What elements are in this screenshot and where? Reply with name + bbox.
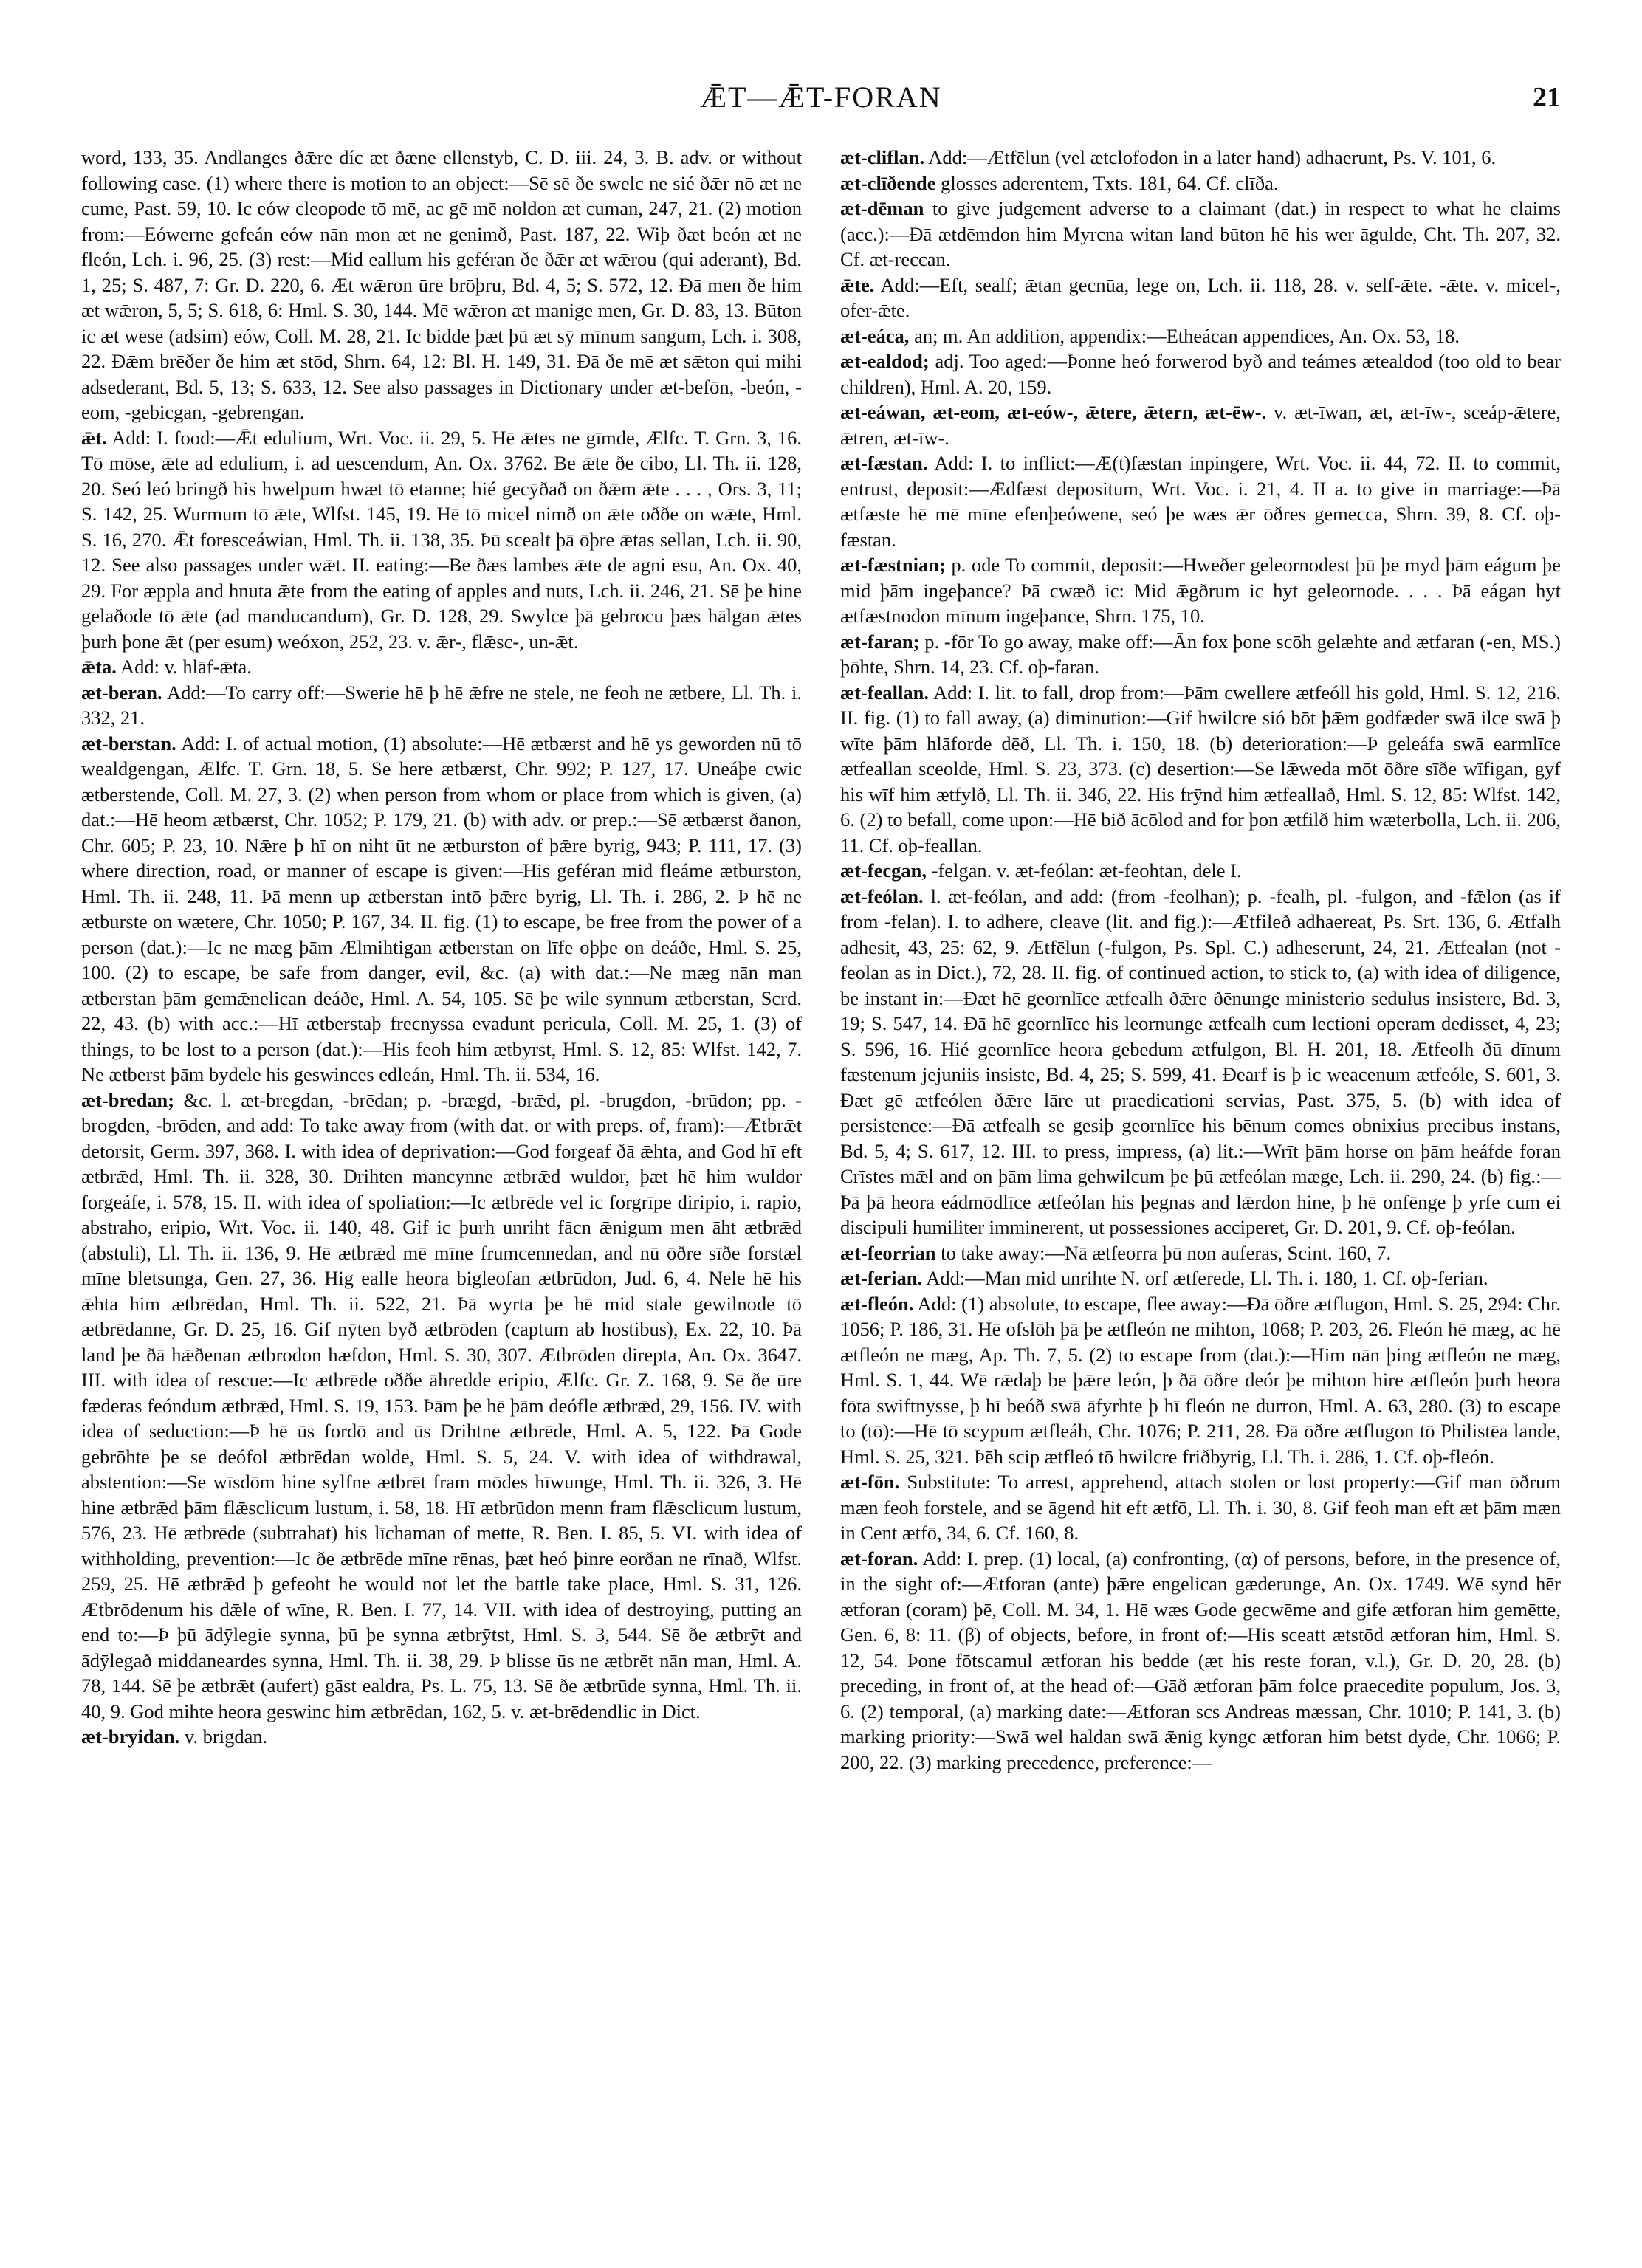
entry-text: Add:—Ætfēlun (vel ætclofodon in a later hand) adhaerunt, Ps. V. 101, 6. <box>928 146 1497 168</box>
entry-text: adj. Too aged:—Þonne heó forwerod byð and teámes ætealdod (too old to bear children), Hml. A. 20, 159. <box>840 350 1561 398</box>
dictionary-entry <box>840 323 1561 349</box>
entry-text: Add: v. hlāf-ǣta. <box>120 656 252 678</box>
headword: æt-ealdod; <box>840 350 930 372</box>
entry-text: p. ode To commit, deposit:—Hweðer geleornodest þū þe myd þām eágum þe mid þām ingeþance? Þā cwæð ic: Mid ǣgðrum ic hyt geleornode. . . . Þā eágan hyt ætfæstnodon mīnum ingeþance, Shrn. 175, 10. <box>840 554 1561 627</box>
dictionary-entry <box>840 272 1561 323</box>
dictionary-entry <box>840 145 1561 171</box>
headword: ǣta. <box>81 656 117 678</box>
page-number: 21 <box>1533 82 1561 113</box>
page-header <box>81 80 1561 124</box>
headword: æt-feólan. <box>840 884 924 907</box>
dictionary-entry <box>840 629 1561 680</box>
dictionary-entry <box>840 1240 1561 1266</box>
dictionary-entry <box>840 1265 1561 1291</box>
dictionary-entry <box>840 884 1561 1240</box>
dictionary-entry <box>840 858 1561 884</box>
dictionary-entry <box>81 1724 802 1750</box>
dictionary-entry <box>81 654 802 680</box>
dictionary-entry <box>81 1087 802 1725</box>
entry-text: Add:—Man mid unrihte N. orf ætferede, Ll. Th. i. 180, 1. Cf. oþ-ferian. <box>926 1267 1488 1289</box>
entry-text: Add: (1) absolute, to escape, flee away:—Ðā ōðre ætflugon, Hml. S. 25, 294: Chr. 1056; P. 186, 31. Hē ofslōh þā þe ætfleón ne mihton, 1068; P. 203, 26. Fleón hē mæg, ac hē ætfleón ne mæg, Ap. Th. 7, 5. (2) to escape from (dat.):—Him nān þing ætfleón ne mæg, Hml. S. 1, 44. Wē rǣdaþ be þǣre león, þ ðā ōðre deór þe mihton hire ætfleón þurh heora fōta swiftnysse, þ hī beóð swā āfyrhte þ hī fleón ne durron, Hml. A. 63, 280. (3) to escape to (tō):—Hē tō scypum ætfleáh, Chr. 1076; P. 211, 28. Ðā ōðre ætflugon tō Philistēa lande, Hml. S. 25, 321. Þēh scip ætfleó tō hwilcre friðbyrig, Ll. Th. i. 286, 1. Cf. oþ-fleón. <box>840 1292 1561 1468</box>
headword: ǣte. <box>840 273 875 296</box>
entry-text: glosses aderentem, Txts. 181, 64. Cf. clīða. <box>941 171 1279 194</box>
dictionary-entry <box>81 680 802 731</box>
entry-text: Add: I. food:—Ǣt edulium, Wrt. Voc. ii. 29, 5. Hē ǣtes ne gīmde, Ælfc. T. Grn. 3, 16. Tō mōse, ǣte ad edulium, i. ad uescendum, An. Ox. 3762. Be ǣte ðe cibo, Ll. Th. ii. 128, 20. Seó leó bringð his hwelpum hwæt tō etanne; hié gecȳðað on ðǣm ǣte . . . , Ors. 3, 11; S. 142, 25. Wurmum tō ǣte, Wlfst. 145, 19. Hē tō micel nimð on ǣte oððe on wǣte, Hml. S. 16, 270. Ǣt foresceáwian, Hml. Th. ii. 138, 35. Þū scealt þā ōþre ǣtas sellan, Lch. ii. 90, 12. See also passages under wǣt. II. eating:—Be ðæs lambes ǣte de agni esu, An. Ox. 40, 29. For æppla and hnuta ǣte from the eating of apples and nuts, Lch. ii. 246, 21. Sē þe hine gelaðode tō ǣte (ad manducandum), Gr. D. 128, 29. Swylce þā gebrocu þæs hālgan ǣtes þurh þone ǣt (per esum) weóxon, 252, 23. v. ǣr-, flǣsc-, un-ǣt. <box>81 426 802 653</box>
entry-text: Add: I. of actual motion, (1) absolute:—Hē ætbærst and hē ys geworden nū tō wealdgengan, Ælfc. T. Grn. 18, 5. Se here ætbærst, Chr. 992; P. 127, 17. Uneáþe cwic ætberstende, Coll. M. 27, 3. (2) when person from whom or place from which is given, (a) dat.:—Hē heom ætbærst, Chr. 1052; P. 179, 21. (b) with adv. or prep.:—Sē ætbærst ðanon, Chr. 605; P. 23, 10. Nǣre þ hī on niht ūt ne ætburston of þǣre byrig, 943; P. 111, 17. (3) where direction, road, or manner of escape is given:—His geféran mid fleáme ætburston, Hml. Th. ii. 248, 11. Þā menn up ætberstan intō þǣre byrig, Ll. Th. i. 286, 2. Þ hē ne ætburste on wætere, Chr. 1050; P. 167, 34. II. fig. (1) to escape, be free from the power of a person (dat.):—Ic ne mæg þām Ælmihtigan ætberstan on līfe oþþe on deáðe, Hml. S. 25, 100. (2) to escape, be safe from danger, evil, &c. (a) with dat.:—Ne mæg nān man ætberstan þām gemǣnelican deáðe, Hml. A. 54, 105. Sē þe wile synnum ætberstan, Scrd. 22, 43. (b) with acc.:—Hī ætberstaþ frecnyssa evadunt pericula, Coll. M. 25, 1. (3) of things, to be lost to a person (dat.):—His feoh him ætbyrst, Hml. S. 12, 85: Wlfst. 142, 7. Ne ætberst þām bydele his geswinces edleán, Hml. Th. ii. 534, 16. <box>81 732 802 1085</box>
headword: æt-fæstnian; <box>840 554 946 576</box>
text-columns <box>81 145 1561 2234</box>
dictionary-entry <box>840 552 1561 629</box>
headword: æt-eáwan, æt-eom, æt-eów-, ǣtere, ǣtern, æt-ēw-. <box>840 401 1267 423</box>
headword: æt-dēman <box>840 197 924 219</box>
dictionary-entry <box>81 145 802 425</box>
dictionary-entry <box>81 425 802 655</box>
entry-text: to give judgement adverse to a claimant (dat.) in respect to what he claims (acc.):—Ðā ætdēmdon him Myrcna witan land būton hē his wer āgulde, Cht. Th. 207, 32. Cf. æt-reccan. <box>840 197 1561 270</box>
headword: æt-bredan; <box>81 1088 175 1111</box>
entry-text: &c. l. æt-bregdan, -brēdan; p. -brægd, -brǣd, pl. -brugdon, -brūdon; pp. -brogden, -brōden, and add: To take away from (with dat. or with preps. of, fram):—Ætbrǣt detorsit, Germ. 397, 368. I. with idea of deprivation:—God forgeaf ðā ǣhta, and God hī eft ætbrǣd, Hml. Th. ii. 328, 30. Drihten mancynne ætbrǣd wuldor, þæt hē him wuldor forgeáfe, i. 578, 15. II. with idea of spoliation:—Ic ætbrēde vel ic forgrīpe diripio, i. rapio, abstraho, eripio, Wrt. Voc. ii. 140, 48. Gif ic þurh unriht fācn ǣnigum men āht ætbrǣd (abstuli), Ll. Th. ii. 136, 9. Hē ætbrǣd mē mīne frumcennedan, and nū ōðre sīðe forstæl mīne bletsunga, Gen. 27, 36. Hig ealle heora bigleofan ætbrūdon, Jud. 6, 4. Nele hē his ǣhta him ætbrēdan, Hml. Th. ii. 522, 21. Þā wyrta þe hē mid stale gewilnode tō ætbrēdanne, Gr. D. 25, 16. Gif nȳten byð ætbrōden (captum ab hostibus), Ex. 22, 10. Þā land þe ðā hǣðenan ætbrodon hæfdon, Hml. S. 30, 307. Ætbrōden direpta, An. Ox. 3647. III. with idea of rescue:—Ic ætbrēde oððe āhredde eripio, Ælfc. Gr. Z. 168, 9. Sē ðe ūre fæderas feóndum ætbrǣd, Hml. S. 19, 153. Þām þe hē þām deófle ætbrǣd, 29, 156. IV. with idea of seduction:—Þ hē ūs fordō and ūs Drihtne ætbrēde, Hml. A. 5, 122. Þā Gode gebrōhte þe se deófol ætbrēdan wolde, Hml. S. 5, 24. V. with idea of withdrawal, abstention:—Se wīsdōm hine sylfne ætbrēt fram mōdes hīwunge, Hml. Th. ii. 326, 3. Hē hine ætbrǣd þām flǣsclicum lustum, i. 58, 18. Hī ætbrūdon menn fram flǣsclicum lustum, 576, 23. Hē ætbrēde (subtrahat) his līchaman of mette, R. Ben. I. 85, 5. VI. with idea of withholding, prevention:—Ic ðe ætbrēde mīne rēnas, þæt heó þinre eorðan ne rīnað, Wlfst. 259, 25. Hē ætbrǣd þ gefeoht he would not let the battle take place, Hml. S. 31, 126. Ætbrōdenum his dǣle of wīne, R. Ben. I. 77, 14. VII. with idea of destroying, putting an end to:—Þ þū ādȳlegie synna, þū þe synna ætbrȳtst, Hml. S. 3, 544. Sē ðe ætbrȳt and ādȳlegað middaneardes synna, Hml. Th. ii. 38, 29. Þ blisse ūs ne ætbrēt nān man, Hml. A. 78, 144. Sē þe ætbrǣt (aufert) gāst ealdra, Ps. L. 75, 13. Sē ðe ætbrūde synna, Hml. Th. ii. 40, 9. God mihte heora geswinc him ætbrēdan, 162, 5. v. æt-brēdendlic in Dict. <box>81 1088 802 1722</box>
headword: æt-bryidan. <box>81 1725 180 1748</box>
headword: æt-faran; <box>840 630 920 653</box>
headword: æt-fōn. <box>840 1471 900 1493</box>
entry-text: word, 133, 35. Andlanges ðǣre díc æt ðæne ellenstyb, C. D. iii. 24, 3. B. adv. or without following case. (1) where there is motion to an object:—Sē sē ðe swelc ne sié ðǣr nō æt ne cume, Past. 59, 10. Ic eów cleopode tō mē, ac gē mē noldon æt cuman, 247, 21. (2) motion from:—Eówerne gefeán eów nān mon æt ne genimð, Past. 187, 22. Wiþ ðæt beón æt ne fleón, Lch. i. 96, 25. (3) rest:—Mid eallum his geféran ðe ðǣr æt wǣrou (qui aderant), Bd. 1, 25; S. 487, 7: Gr. D. 220, 6. Æt wǣron ūre brōþru, Bd. 4, 5; S. 572, 12. Ðā men ðe him æt wǣron, 5, 5; S. 618, 6: Hml. S. 30, 144. Mē wǣron æt manige men, Gr. D. 83, 13. Būton ic æt wese (adsim) eów, Coll. M. 28, 21. Ic bidde þæt þū æt sȳ mīnum sangum, Lch. i. 308, 22. Ðǣm brēðer ðe him æt stōd, Shrn. 64, 12: Bl. H. 149, 31. Ðā ðe mē æt sǣton qui mihi adsederant, Bd. 5, 13; S. 633, 12. See also passages in Dictionary under æt-befōn, -beón, -eom, -gebicgan, -gebrengan. <box>81 146 802 423</box>
dictionary-entry <box>840 1546 1561 1776</box>
entry-text: v. æt-īwan, æt, æt-īw-, sceáp-ǣtere, ǣtren, æt-īw-. <box>840 401 1561 449</box>
entry-text: an; m. An addition, appendix:—Etheácan appendices, An. Ox. 53, 18. <box>914 324 1460 347</box>
dictionary-entry <box>81 731 802 1087</box>
entry-text: Add: I. to inflict:—Æ(t)fæstan inpingere, Wrt. Voc. ii. 44, 72. II. to commit, entrust, deposit:—Ædfæst depositum, Wrt. Voc. i. 21, 4. II a. to give in marriage:—Þā ætfæste hē mē mīne efenþeówene, seó þe wæs ǣr ōðres gemecca, Shrn. 39, 8. Cf. oþ-fæstan. <box>840 452 1561 551</box>
headword: æt-eáca, <box>840 324 910 347</box>
dictionary-entry <box>840 450 1561 552</box>
headword: æt-fæstan. <box>840 452 928 474</box>
entry-text: Add:—Eft, sealf; ǣtan gecnūa, lege on, Lch. ii. 118, 28. v. self-ǣte. -ǣte. v. micel-, ofer-ǣte. <box>840 273 1561 321</box>
dictionary-entry <box>840 171 1561 196</box>
headword: æt-feallan. <box>840 681 929 704</box>
headword: æt-clīðende <box>840 171 936 194</box>
headword: ǣt. <box>81 426 107 449</box>
entry-text: Add: I. lit. to fall, drop from:—Þām cwellere ætfeóll his gold, Hml. S. 12, 216. II. fig. (1) to fall away, (a) diminution:—Gif hwilcre sió bōt þǣm godfæder swā ilce swā þ wīte þām hlāforde dēð, Ll. Th. i. 150, 18. (b) deterioration:—Þ geleáfa swā earmlīce ætfeallan sceolde, Hml. S. 23, 373. (c) desertion:—Se lǣweda mōt ōðre sīðe wīfigan, gyf his wīf him ætfylð, Ll. Th. ii. 346, 22. His frȳnd him ætfeallað, Hml. S. 12, 85: Wlfst. 142, 6. (2) to befall, come upon:—Hē bið ācōlod and for þon ætfilð him wæterbolla, Lch. ii. 206, 11. Cf. oþ-feallan. <box>840 681 1561 856</box>
headword: æt-fleón. <box>840 1292 914 1315</box>
entry-text: v. brigdan. <box>184 1725 268 1748</box>
dictionary-entry <box>840 1291 1561 1470</box>
headword: æt-feorrian <box>840 1241 936 1264</box>
running-title: ǢT—ǢT-FORAN <box>700 80 942 114</box>
right-column <box>840 145 1561 2234</box>
headword: æt-berstan. <box>81 732 176 755</box>
dictionary-entry <box>840 1469 1561 1546</box>
left-column <box>81 145 802 2234</box>
dictionary-entry <box>840 680 1561 859</box>
entry-text: p. -fōr To go away, make off:—Ān fox þone scōh gelæhte and ætfaran (-en, MS.) þōhte, Shrn. 14, 23. Cf. oþ-faran. <box>840 630 1561 678</box>
headword: æt-cliflan. <box>840 146 925 168</box>
dictionary-entry <box>840 348 1561 399</box>
headword: æt-beran. <box>81 681 162 704</box>
dictionary-entry <box>840 196 1561 272</box>
entry-text: l. æt-feólan, and add: (from -feolhan); p. -fealh, pl. -fulgon, and -fǣlon (as if from -felan). I. to adhere, cleave (lit. and fig.):—Ætfileð adhaereat, Ps. Srt. 136, 6. Ætfalh adhesit, 43, 25: 62, 9. Ætfēlun (-fulgon, Ps. Spl. C.) adheserunt, 24, 21. Ætfealan (not -feolan as in Dict.), 72, 28. II. fig. of continued action, to stick to, (a) with idea of diligence, be instant in:—Ðæt hē geornlīce ætfealh ðǣre ðēnunge ministerio sedulus insistere, Bd. 3, 19; S. 547, 14. Ðā hē geornlīce his leornunge ætfealh cum lectioni operam dedisset, 4, 23; S. 596, 16. Hié geornlīce heora gebedum ætfulgon, Bl. H. 201, 18. Ætfeolh ðū dīnum fæstenum jejuniis insiste, Bd. 4, 25; S. 599, 41. Ðearf is þ ic weacenum ætfeóle, S. 601, 3. Ðæt gē ætfeólen ðǣre lāre ut praedicationi servias, Past. 375, 5. (b) with idea of persistence:—Ðā ætfealh se gesiþ geornlīce his bēnum comes obnixius precibus instans, Bd. 5, 4; S. 617, 12. III. to press, impress, (a) lit.:—Wrīt þām horse on þām heáfde foran Crīstes mǣl and on þām lima gehwilcum þe þū ætfeólan mæge, Lch. ii. 290, 24. (b) fig.:—Þā þā heora eádmōdlīce ætfeólan his þegnas and lǣrdon hine, þ hē onfēnge þ yrfe cum ei discipuli humiliter imminerent, ut possessiones acciperet, Gr. D. 201, 9. Cf. oþ-feólan. <box>840 884 1561 1238</box>
entry-text: -felgan. v. æt-feólan: æt-feohtan, dele I. <box>931 859 1242 882</box>
dictionary-entry <box>840 399 1561 450</box>
entry-text: Substitute: To arrest, apprehend, attach stolen or lost property:—Gif man ōðrum mæn feoh forstele, and se āgend hit eft ætfō, Ll. Th. i. 30, 8. Gif feoh man eft æt þām mæn in Cent ætfō, 34, 6. Cf. 160, 8. <box>840 1471 1561 1544</box>
headword: æt-ferian. <box>840 1267 923 1289</box>
headword: æt-fecgan, <box>840 859 927 882</box>
headword: æt-foran. <box>840 1547 918 1570</box>
entry-text: Add:—To carry off:—Swerie hē þ hē ǣfre ne stele, ne feoh ne ætbere, Ll. Th. i. 332, 21. <box>81 681 802 729</box>
entry-text: Add: I. prep. (1) local, (a) confronting, (α) of persons, before, in the presence of, in the sight of:—Ætforan (ante) þǣre engelican gæderunge, An. Ox. 1749. Wē synd hēr ætforan (coram) þē, Coll. M. 34, 1. Hē wæs Gode gecwēme and gife ætforan him gemētte, Gen. 6, 8: 11. (β) of objects, before, in front of:—His sceatt ætstōd ætforan him, Hml. S. 12, 54. Þone fōtscamul ætforan his bedde (æt his reste foran, v.l.), Gr. D. 20, 28. (b) preceding, in front of, at the head of:—Gāð ætforan þām folce praecedite populum, Jos. 3, 6. (2) temporal, (a) marking date:—Ætforan scs Andreas mæssan, Chr. 1010; P. 141, 3. (b) marking priority:—Swā wel haldan swā ǣnig kyngc ætforan him betst dyde, Chr. 1066; P. 200, 22. (3) marking precedence, preference:— <box>840 1547 1561 1773</box>
entry-text: to take away:—Nā ætfeorra þū non auferas, Scint. 160, 7. <box>941 1241 1392 1264</box>
